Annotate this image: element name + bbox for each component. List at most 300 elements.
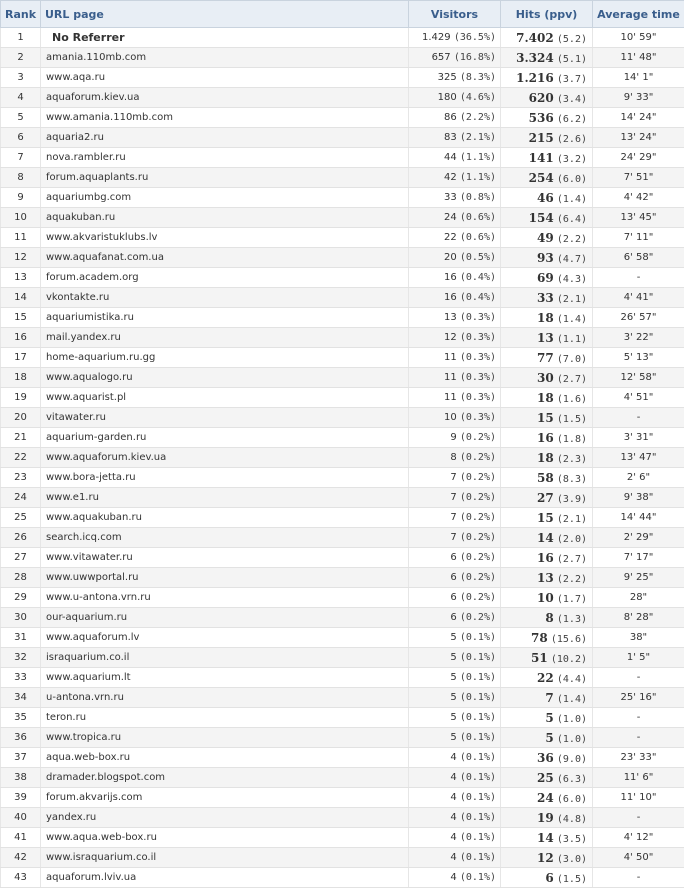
url-cell[interactable]: nova.rambler.ru bbox=[41, 148, 409, 168]
rank-cell: 36 bbox=[1, 728, 41, 748]
visitors-percent: (0.1%) bbox=[459, 772, 496, 783]
rank-cell: 7 bbox=[1, 148, 41, 168]
pages-per-visit: (1.4) bbox=[556, 193, 587, 205]
visitors-cell bbox=[409, 788, 501, 808]
url-cell[interactable]: www.aquaforum.lv bbox=[41, 628, 409, 648]
hits-count: 18 bbox=[537, 310, 554, 325]
average-time-cell: 24' 29" bbox=[593, 148, 684, 168]
table-row bbox=[1, 168, 684, 188]
hits-cell bbox=[501, 248, 593, 268]
visitors-cell bbox=[409, 828, 501, 848]
visitors-count: 4 bbox=[450, 752, 457, 763]
pages-per-visit: (2.7) bbox=[556, 553, 587, 565]
url-cell[interactable]: www.tropica.ru bbox=[41, 728, 409, 748]
table-row bbox=[1, 548, 684, 568]
average-time-cell: 7' 51" bbox=[593, 168, 684, 188]
pages-per-visit: (1.4) bbox=[556, 693, 587, 705]
visitors-count: 7 bbox=[450, 512, 457, 523]
pages-per-visit: (8.3) bbox=[556, 473, 587, 485]
rank-cell: 30 bbox=[1, 608, 41, 628]
rank-cell: 33 bbox=[1, 668, 41, 688]
hits-count: 15 bbox=[537, 510, 554, 525]
visitors-percent: (0.8%) bbox=[459, 192, 496, 203]
hits-count: 5 bbox=[545, 730, 554, 745]
url-cell[interactable]: www.aqua.web-box.ru bbox=[41, 828, 409, 848]
table-row bbox=[1, 728, 684, 748]
url-cell[interactable]: www.aquafanat.com.ua bbox=[41, 248, 409, 268]
visitors-percent: (0.3%) bbox=[459, 312, 496, 323]
pages-per-visit: (2.6) bbox=[556, 133, 587, 145]
rank-cell: 29 bbox=[1, 588, 41, 608]
url-cell[interactable]: www.akvaristuklubs.lv bbox=[41, 228, 409, 248]
url-cell[interactable]: www.aquarium.lt bbox=[41, 668, 409, 688]
visitors-header[interactable]: Visitors bbox=[409, 1, 501, 28]
hits-header[interactable]: Hits (ppv) bbox=[501, 1, 593, 28]
table-row bbox=[1, 768, 684, 788]
visitors-percent: (0.2%) bbox=[459, 572, 496, 583]
url-cell[interactable]: www.aqa.ru bbox=[41, 68, 409, 88]
rank-cell: 43 bbox=[1, 868, 41, 888]
rank-cell: 1 bbox=[1, 28, 41, 48]
visitors-percent: (0.2%) bbox=[459, 532, 496, 543]
pages-per-visit: (2.2) bbox=[556, 233, 587, 245]
visitors-cell bbox=[409, 48, 501, 68]
hits-count: 3.324 bbox=[516, 50, 554, 65]
visitors-cell bbox=[409, 88, 501, 108]
visitors-percent: (0.3%) bbox=[459, 412, 496, 423]
table-row bbox=[1, 708, 684, 728]
table-row bbox=[1, 328, 684, 348]
rank-cell: 39 bbox=[1, 788, 41, 808]
average-time-cell: 4' 12" bbox=[593, 828, 684, 848]
visitors-percent: (0.1%) bbox=[459, 672, 496, 683]
visitors-percent: (4.6%) bbox=[459, 92, 496, 103]
hits-count: 25 bbox=[537, 770, 554, 785]
hits-count: 51 bbox=[530, 650, 548, 665]
hits-cell bbox=[501, 528, 593, 548]
hits-count: 536 bbox=[528, 110, 554, 125]
rank-cell: 40 bbox=[1, 808, 41, 828]
pages-per-visit: (1.0) bbox=[556, 733, 587, 745]
hits-count: 14 bbox=[537, 530, 554, 545]
table-row bbox=[1, 148, 684, 168]
pages-per-visit: (3.0) bbox=[556, 853, 587, 865]
rank-cell: 38 bbox=[1, 768, 41, 788]
visitors-count: 24 bbox=[443, 212, 457, 223]
visitors-count: 6 bbox=[450, 552, 457, 563]
rank-cell: 21 bbox=[1, 428, 41, 448]
hits-cell bbox=[501, 148, 593, 168]
table-row bbox=[1, 828, 684, 848]
table-row bbox=[1, 368, 684, 388]
rank-cell: 26 bbox=[1, 528, 41, 548]
rank-cell: 37 bbox=[1, 748, 41, 768]
hits-cell bbox=[501, 608, 593, 628]
pages-per-visit: (4.8) bbox=[556, 813, 587, 825]
hits-count: 18 bbox=[537, 390, 554, 405]
hits-count: 16 bbox=[537, 430, 554, 445]
visitors-cell bbox=[409, 488, 501, 508]
average-time-cell: - bbox=[593, 408, 684, 428]
average-time-cell: 4' 50" bbox=[593, 848, 684, 868]
hits-cell bbox=[501, 228, 593, 248]
hits-count: 5 bbox=[545, 710, 554, 725]
pages-per-visit: (1.3) bbox=[556, 613, 587, 625]
visitors-cell bbox=[409, 608, 501, 628]
hits-cell bbox=[501, 688, 593, 708]
url-cell[interactable]: israquarium.co.il bbox=[41, 648, 409, 668]
rank-cell: 28 bbox=[1, 568, 41, 588]
rank-cell: 5 bbox=[1, 108, 41, 128]
table-row bbox=[1, 508, 684, 528]
visitors-count: 16 bbox=[443, 272, 457, 283]
hits-count: 16 bbox=[537, 550, 554, 565]
pages-per-visit: (2.7) bbox=[556, 373, 587, 385]
hits-cell bbox=[501, 428, 593, 448]
visitors-count: 325 bbox=[437, 72, 457, 83]
table-body bbox=[1, 28, 684, 888]
table-row bbox=[1, 108, 684, 128]
hits-count: 10 bbox=[537, 590, 554, 605]
visitors-count: 33 bbox=[443, 192, 457, 203]
hits-count: 30 bbox=[537, 370, 554, 385]
pages-per-visit: (1.6) bbox=[556, 393, 587, 405]
hits-count: 8 bbox=[545, 610, 554, 625]
rank-cell: 11 bbox=[1, 228, 41, 248]
average-time-cell: - bbox=[593, 868, 684, 888]
hits-cell bbox=[501, 128, 593, 148]
average-time-cell: 2' 29" bbox=[593, 528, 684, 548]
url-cell[interactable]: home-aquarium.ru.gg bbox=[41, 348, 409, 368]
url-cell[interactable]: amania.110mb.com bbox=[41, 48, 409, 68]
url-cell[interactable]: aqua.web-box.ru bbox=[41, 748, 409, 768]
pages-per-visit: (9.0) bbox=[556, 753, 587, 765]
url-cell[interactable]: our-aquarium.ru bbox=[41, 608, 409, 628]
visitors-percent: (0.5%) bbox=[459, 252, 496, 263]
visitors-count: 13 bbox=[443, 312, 457, 323]
url-cell[interactable]: yandex.ru bbox=[41, 808, 409, 828]
average-time-cell: 1' 5" bbox=[593, 648, 684, 668]
average-time-header[interactable]: Average time bbox=[593, 1, 684, 28]
hits-cell bbox=[501, 748, 593, 768]
url-cell[interactable]: aquaria2.ru bbox=[41, 128, 409, 148]
url-cell[interactable]: aquariumbg.com bbox=[41, 188, 409, 208]
visitors-cell bbox=[409, 448, 501, 468]
hits-count: 93 bbox=[537, 250, 554, 265]
url-cell[interactable]: aquaforum.kiev.ua bbox=[41, 88, 409, 108]
visitors-count: 7 bbox=[450, 472, 457, 483]
visitors-cell bbox=[409, 468, 501, 488]
table-row bbox=[1, 188, 684, 208]
visitors-percent: (0.3%) bbox=[459, 372, 496, 383]
pages-per-visit: (1.0) bbox=[556, 713, 587, 725]
table-row bbox=[1, 748, 684, 768]
hits-count: 12 bbox=[537, 850, 554, 865]
rank-cell: 8 bbox=[1, 168, 41, 188]
url-cell[interactable]: forum.akvarijs.com bbox=[41, 788, 409, 808]
url-cell[interactable]: search.icq.com bbox=[41, 528, 409, 548]
rank-cell: 27 bbox=[1, 548, 41, 568]
visitors-count: 16 bbox=[443, 292, 457, 303]
table-row bbox=[1, 68, 684, 88]
visitors-cell bbox=[409, 68, 501, 88]
hits-cell bbox=[501, 308, 593, 328]
average-time-cell: 7' 11" bbox=[593, 228, 684, 248]
visitors-percent: (0.1%) bbox=[459, 872, 496, 883]
visitors-cell bbox=[409, 748, 501, 768]
average-time-cell: 25' 16" bbox=[593, 688, 684, 708]
visitors-percent: (0.6%) bbox=[459, 232, 496, 243]
pages-per-visit: (4.7) bbox=[556, 253, 587, 265]
url-cell[interactable]: forum.academ.org bbox=[41, 268, 409, 288]
url-cell[interactable]: aquaforum.lviv.ua bbox=[41, 868, 409, 888]
url-cell[interactable]: www.amania.110mb.com bbox=[41, 108, 409, 128]
hits-cell bbox=[501, 628, 593, 648]
table-row bbox=[1, 308, 684, 328]
table-row bbox=[1, 788, 684, 808]
average-time-cell: 7' 17" bbox=[593, 548, 684, 568]
hits-cell bbox=[501, 48, 593, 68]
hits-count: 27 bbox=[537, 490, 554, 505]
rank-cell: 20 bbox=[1, 408, 41, 428]
visitors-percent: (0.2%) bbox=[459, 452, 496, 463]
visitors-cell bbox=[409, 128, 501, 148]
rank-cell: 15 bbox=[1, 308, 41, 328]
visitors-cell bbox=[409, 208, 501, 228]
pages-per-visit: (5.1) bbox=[556, 53, 587, 65]
header-row bbox=[1, 1, 684, 28]
hits-cell bbox=[501, 488, 593, 508]
average-time-cell: 5' 13" bbox=[593, 348, 684, 368]
rank-cell: 25 bbox=[1, 508, 41, 528]
url-cell[interactable]: vitawater.ru bbox=[41, 408, 409, 428]
hits-count: 33 bbox=[537, 290, 554, 305]
hits-count: 58 bbox=[537, 470, 554, 485]
hits-cell bbox=[501, 708, 593, 728]
rank-cell: 16 bbox=[1, 328, 41, 348]
pages-per-visit: (3.9) bbox=[556, 493, 587, 505]
hits-cell bbox=[501, 28, 593, 48]
pages-per-visit: (6.0) bbox=[556, 173, 587, 185]
average-time-cell: - bbox=[593, 728, 684, 748]
visitors-percent: (0.4%) bbox=[459, 272, 496, 283]
url-cell[interactable]: dramader.blogspot.com bbox=[41, 768, 409, 788]
average-time-cell: 23' 33" bbox=[593, 748, 684, 768]
average-time-cell: 2' 6" bbox=[593, 468, 684, 488]
visitors-percent: (16.8%) bbox=[453, 52, 496, 63]
url-cell[interactable]: www.aqualogo.ru bbox=[41, 368, 409, 388]
visitors-cell bbox=[409, 188, 501, 208]
url-cell[interactable]: u-antona.vrn.ru bbox=[41, 688, 409, 708]
hits-count: 141 bbox=[528, 150, 554, 165]
visitors-percent: (1.1%) bbox=[459, 172, 496, 183]
pages-per-visit: (6.2) bbox=[556, 113, 587, 125]
average-time-cell: 6' 58" bbox=[593, 248, 684, 268]
hits-count: 620 bbox=[528, 90, 554, 105]
rank-cell: 4 bbox=[1, 88, 41, 108]
url-cell[interactable]: forum.aquaplants.ru bbox=[41, 168, 409, 188]
table-row bbox=[1, 488, 684, 508]
hits-cell bbox=[501, 828, 593, 848]
url-cell[interactable]: www.israquarium.co.il bbox=[41, 848, 409, 868]
visitors-percent: (0.2%) bbox=[459, 432, 496, 443]
visitors-cell bbox=[409, 368, 501, 388]
pages-per-visit: (1.5) bbox=[556, 413, 587, 425]
visitors-cell bbox=[409, 868, 501, 888]
visitors-count: 83 bbox=[443, 132, 457, 143]
table-row bbox=[1, 408, 684, 428]
table-row bbox=[1, 88, 684, 108]
hits-cell bbox=[501, 88, 593, 108]
hits-cell bbox=[501, 368, 593, 388]
average-time-cell: 8' 28" bbox=[593, 608, 684, 628]
visitors-cell bbox=[409, 548, 501, 568]
visitors-percent: (0.1%) bbox=[459, 832, 496, 843]
visitors-count: 4 bbox=[450, 832, 457, 843]
visitors-count: 657 bbox=[431, 52, 451, 63]
hits-count: 24 bbox=[537, 790, 554, 805]
visitors-count: 44 bbox=[443, 152, 457, 163]
hits-count: 15 bbox=[537, 410, 554, 425]
url-cell[interactable]: vkontakte.ru bbox=[41, 288, 409, 308]
visitors-percent: (0.1%) bbox=[459, 752, 496, 763]
table-row bbox=[1, 868, 684, 888]
table-row bbox=[1, 348, 684, 368]
visitors-count: 5 bbox=[450, 672, 457, 683]
table-row bbox=[1, 808, 684, 828]
visitors-cell bbox=[409, 28, 501, 48]
url-cell[interactable]: teron.ru bbox=[41, 708, 409, 728]
pages-per-visit: (3.7) bbox=[556, 73, 587, 85]
visitors-count: 4 bbox=[450, 792, 457, 803]
pages-per-visit: (1.4) bbox=[556, 313, 587, 325]
table-row bbox=[1, 48, 684, 68]
hits-count: 77 bbox=[537, 350, 554, 365]
hits-count: 49 bbox=[537, 230, 554, 245]
hits-cell bbox=[501, 508, 593, 528]
visitors-count: 180 bbox=[437, 92, 457, 103]
average-time-cell: 38" bbox=[593, 628, 684, 648]
hits-count: 46 bbox=[537, 190, 554, 205]
visitors-cell bbox=[409, 168, 501, 188]
hits-count: 69 bbox=[537, 270, 554, 285]
average-time-cell: 4' 41" bbox=[593, 288, 684, 308]
average-time-cell: 10' 59" bbox=[593, 28, 684, 48]
url-cell[interactable]: www.bora-jetta.ru bbox=[41, 468, 409, 488]
average-time-cell: 14' 1" bbox=[593, 68, 684, 88]
pages-per-visit: (2.3) bbox=[556, 453, 587, 465]
url-cell[interactable]: aquarium-garden.ru bbox=[41, 428, 409, 448]
table-row bbox=[1, 268, 684, 288]
pages-per-visit: (15.6) bbox=[550, 633, 587, 645]
table-row bbox=[1, 648, 684, 668]
hits-cell bbox=[501, 108, 593, 128]
url-cell[interactable]: aquakuban.ru bbox=[41, 208, 409, 228]
visitors-count: 22 bbox=[443, 232, 457, 243]
visitors-percent: (0.3%) bbox=[459, 352, 496, 363]
rank-cell: 24 bbox=[1, 488, 41, 508]
hits-cell bbox=[501, 848, 593, 868]
url-cell[interactable]: aquariumistika.ru bbox=[41, 308, 409, 328]
url-cell[interactable]: www.vitawater.ru bbox=[41, 548, 409, 568]
visitors-percent: (0.2%) bbox=[459, 492, 496, 503]
hits-count: 13 bbox=[537, 570, 554, 585]
url-cell[interactable]: www.aquarist.pl bbox=[41, 388, 409, 408]
hits-count: 6 bbox=[545, 870, 554, 885]
url-cell[interactable]: www.aquakuban.ru bbox=[41, 508, 409, 528]
visitors-percent: (0.1%) bbox=[459, 652, 496, 663]
visitors-percent: (36.5%) bbox=[453, 32, 496, 43]
visitors-count: 8 bbox=[450, 452, 457, 463]
visitors-percent: (0.3%) bbox=[459, 332, 496, 343]
visitors-count: 5 bbox=[450, 732, 457, 743]
pages-per-visit: (4.4) bbox=[556, 673, 587, 685]
url-header[interactable]: URL page bbox=[41, 1, 409, 28]
visitors-cell bbox=[409, 388, 501, 408]
visitors-cell bbox=[409, 428, 501, 448]
rank-cell: 14 bbox=[1, 288, 41, 308]
visitors-count: 5 bbox=[450, 652, 457, 663]
visitors-cell bbox=[409, 228, 501, 248]
hits-count: 13 bbox=[537, 330, 554, 345]
hits-cell bbox=[501, 408, 593, 428]
rank-cell: 31 bbox=[1, 628, 41, 648]
table-row bbox=[1, 208, 684, 228]
hits-cell bbox=[501, 648, 593, 668]
visitors-count: 11 bbox=[443, 372, 457, 383]
hits-cell bbox=[501, 808, 593, 828]
rank-header[interactable]: Rank bbox=[1, 1, 41, 28]
rank-cell: 3 bbox=[1, 68, 41, 88]
visitors-count: 1.429 bbox=[422, 32, 451, 43]
hits-count: 7 bbox=[545, 690, 554, 705]
visitors-cell bbox=[409, 328, 501, 348]
visitors-cell bbox=[409, 508, 501, 528]
visitors-percent: (0.1%) bbox=[459, 792, 496, 803]
visitors-count: 9 bbox=[450, 432, 457, 443]
visitors-percent: (8.3%) bbox=[459, 72, 496, 83]
rank-cell: 41 bbox=[1, 828, 41, 848]
average-time-cell: 11' 10" bbox=[593, 788, 684, 808]
pages-per-visit: (1.8) bbox=[556, 433, 587, 445]
visitors-count: 6 bbox=[450, 592, 457, 603]
pages-per-visit: (1.1) bbox=[556, 333, 587, 345]
visitors-cell bbox=[409, 588, 501, 608]
average-time-cell: - bbox=[593, 808, 684, 828]
table-row bbox=[1, 428, 684, 448]
average-time-cell: 13' 47" bbox=[593, 448, 684, 468]
url-cell[interactable]: mail.yandex.ru bbox=[41, 328, 409, 348]
visitors-cell bbox=[409, 628, 501, 648]
visitors-count: 7 bbox=[450, 532, 457, 543]
visitors-cell bbox=[409, 848, 501, 868]
visitors-cell bbox=[409, 808, 501, 828]
url-cell[interactable]: www.e1.ru bbox=[41, 488, 409, 508]
hits-count: 22 bbox=[537, 670, 554, 685]
pages-per-visit: (7.0) bbox=[556, 353, 587, 365]
hits-cell bbox=[501, 588, 593, 608]
average-time-cell: - bbox=[593, 268, 684, 288]
pages-per-visit: (6.3) bbox=[556, 773, 587, 785]
rank-cell: 12 bbox=[1, 248, 41, 268]
hits-cell bbox=[501, 348, 593, 368]
url-cell[interactable]: www.aquaforum.kiev.ua bbox=[41, 448, 409, 468]
url-cell[interactable]: www.uwwportal.ru bbox=[41, 568, 409, 588]
table-row bbox=[1, 688, 684, 708]
hits-cell bbox=[501, 548, 593, 568]
visitors-count: 4 bbox=[450, 772, 457, 783]
url-cell[interactable]: www.u-antona.vrn.ru bbox=[41, 588, 409, 608]
